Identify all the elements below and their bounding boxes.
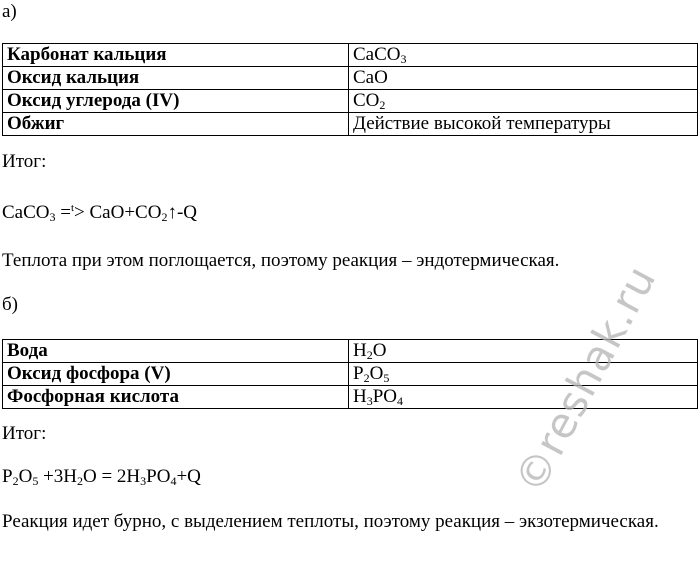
- part-a-summary-label: Итог:: [2, 151, 47, 172]
- part-a-conclusion: Теплота при этом поглощается, поэтому реакция – эндотермическая.: [2, 250, 560, 271]
- table-cell-name: Вода: [3, 340, 349, 363]
- table-cell-name: Обжиг: [3, 113, 349, 136]
- table-cell-value: Действие высокой температуры: [349, 113, 698, 136]
- table-cell-name: Оксид фосфора (V): [3, 363, 349, 386]
- formula-h2o: $H_2O$: [349, 340, 698, 363]
- table-cell-value: CaO: [349, 67, 698, 90]
- table-cell-name: Фосфорная кислота: [3, 386, 349, 409]
- table-cell-name: Карбонат кальция: [3, 44, 349, 67]
- table-row: [3, 67, 698, 90]
- part-a-label: а): [2, 1, 17, 22]
- watermark: ©reshak.ru: [505, 257, 666, 502]
- part-b-summary-label: Итог:: [2, 423, 47, 444]
- table-cell-name: Оксид углерода (IV): [3, 90, 349, 113]
- formula-co2: $CO_2$: [349, 90, 698, 113]
- formula-p2o5: $P_2O_5$: [349, 363, 698, 386]
- part-a-table: [2, 43, 698, 136]
- part-b-label: б): [2, 294, 18, 315]
- formula-h3po4: $H_3PO_4$: [349, 386, 698, 409]
- part-b-conclusion: Реакция идет бурно, с выделением теплоты, поэтому реакция – экзотермическая.: [2, 511, 659, 532]
- table-cell-name: Оксид кальция: [3, 67, 349, 90]
- table-row: [3, 44, 698, 67]
- part-a-equation: CaCO$_3$ $=^t> CaO+CO_2↑-Q$: [2, 202, 197, 224]
- table-row: [3, 90, 698, 113]
- formula-caco3: CaCO$_3$: [349, 44, 698, 67]
- part-b-equation: $P_2O_5 +3H_2O = 2H_3PO_4+Q$: [2, 466, 201, 488]
- table-row: [3, 113, 698, 136]
